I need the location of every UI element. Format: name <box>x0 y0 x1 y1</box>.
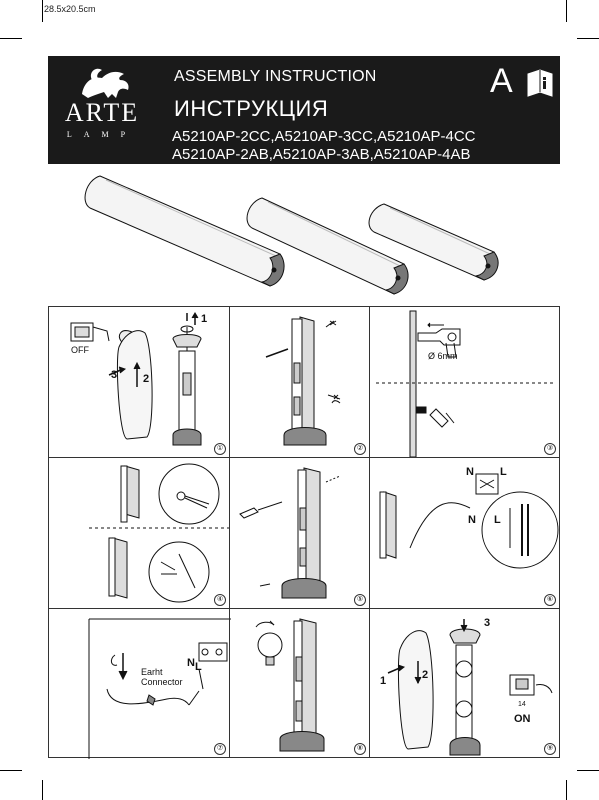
step-4-panel <box>48 457 230 609</box>
step-number: ③ <box>544 443 556 455</box>
step-number: ④ <box>214 594 226 606</box>
steps-grid <box>48 306 560 758</box>
language-letter: A <box>490 62 513 100</box>
step-number: ① <box>214 443 226 455</box>
logo <box>62 64 142 154</box>
lion-icon <box>62 64 142 100</box>
step-number: ⑨ <box>544 743 556 755</box>
step-1-illustration <box>49 307 231 459</box>
header <box>48 56 560 164</box>
title-en: ASSEMBLY INSTRUCTION <box>174 68 377 85</box>
model-list <box>172 128 476 164</box>
step-number: ⑥ <box>544 594 556 606</box>
step-3-panel <box>369 306 560 458</box>
step-6-panel <box>369 457 560 609</box>
earth-label: Earht <box>141 667 163 677</box>
crop-mark <box>0 38 22 39</box>
product-overview <box>48 164 560 306</box>
crop-mark <box>566 0 567 22</box>
step-6-illustration <box>370 458 561 610</box>
connector-label: Connector <box>141 677 183 687</box>
drill-size-label: Ø 6mm <box>428 351 458 361</box>
step-4-illustration <box>49 458 231 610</box>
crop-mark <box>566 780 567 800</box>
crop-mark <box>0 770 22 771</box>
step-5-illustration <box>230 458 371 610</box>
step-1-panel <box>48 306 230 458</box>
crop-mark <box>577 38 599 39</box>
step-2-panel <box>229 306 370 458</box>
arrow-2-label: 2 <box>143 373 150 385</box>
arrow-1-label: 1 <box>380 675 387 687</box>
wire-n-label: N <box>187 657 195 669</box>
wire-l-label: L <box>195 661 202 673</box>
off-label: OFF <box>71 345 89 355</box>
logo-brand: ARTE <box>64 98 140 127</box>
step-9-panel <box>369 608 560 758</box>
arrow-1-label: 1 <box>201 313 208 325</box>
crop-mark <box>42 0 43 22</box>
step-3-illustration <box>370 307 561 459</box>
wire-l-bottom-label: L <box>494 514 501 526</box>
models-line-2: A5210AP-2AB,A5210AP-3AB,A5210AP-4AB <box>172 146 471 163</box>
step-5-panel <box>229 457 370 609</box>
wire-n-bottom-label: N <box>468 514 476 526</box>
arrow-2-label: 2 <box>422 669 429 681</box>
arrow-3-label: 3 <box>111 369 118 381</box>
step-8-illustration <box>230 609 371 759</box>
step-7-panel <box>48 608 230 758</box>
wire-n-top-label: N <box>466 466 474 478</box>
step-number: ⑧ <box>354 743 366 755</box>
crop-mark <box>577 770 599 771</box>
step-2-illustration <box>230 307 371 459</box>
arrow-3-label: 3 <box>484 617 491 629</box>
step-number: ⑤ <box>354 594 366 606</box>
info-book-icon <box>526 68 554 98</box>
title-ru: ИНСТРУКЦИЯ <box>174 96 329 121</box>
logo-sub: LAMP <box>66 130 138 139</box>
on-label: ON <box>514 713 531 725</box>
step-7-illustration <box>49 609 231 759</box>
step-number: ⑦ <box>214 743 226 755</box>
size-label: 28.5x20.5cm <box>44 4 96 14</box>
step-8-panel <box>229 608 370 758</box>
step-number: ② <box>354 443 366 455</box>
wire-l-top-label: L <box>500 466 507 478</box>
crop-mark <box>42 780 43 800</box>
lamp-products-illustration <box>48 164 560 306</box>
models-line-1: A5210AP-2CC,A5210AP-3CC,A5210AP-4CC <box>172 128 476 145</box>
step-9-illustration <box>370 609 561 759</box>
switch-number-label: 14 <box>518 701 526 708</box>
